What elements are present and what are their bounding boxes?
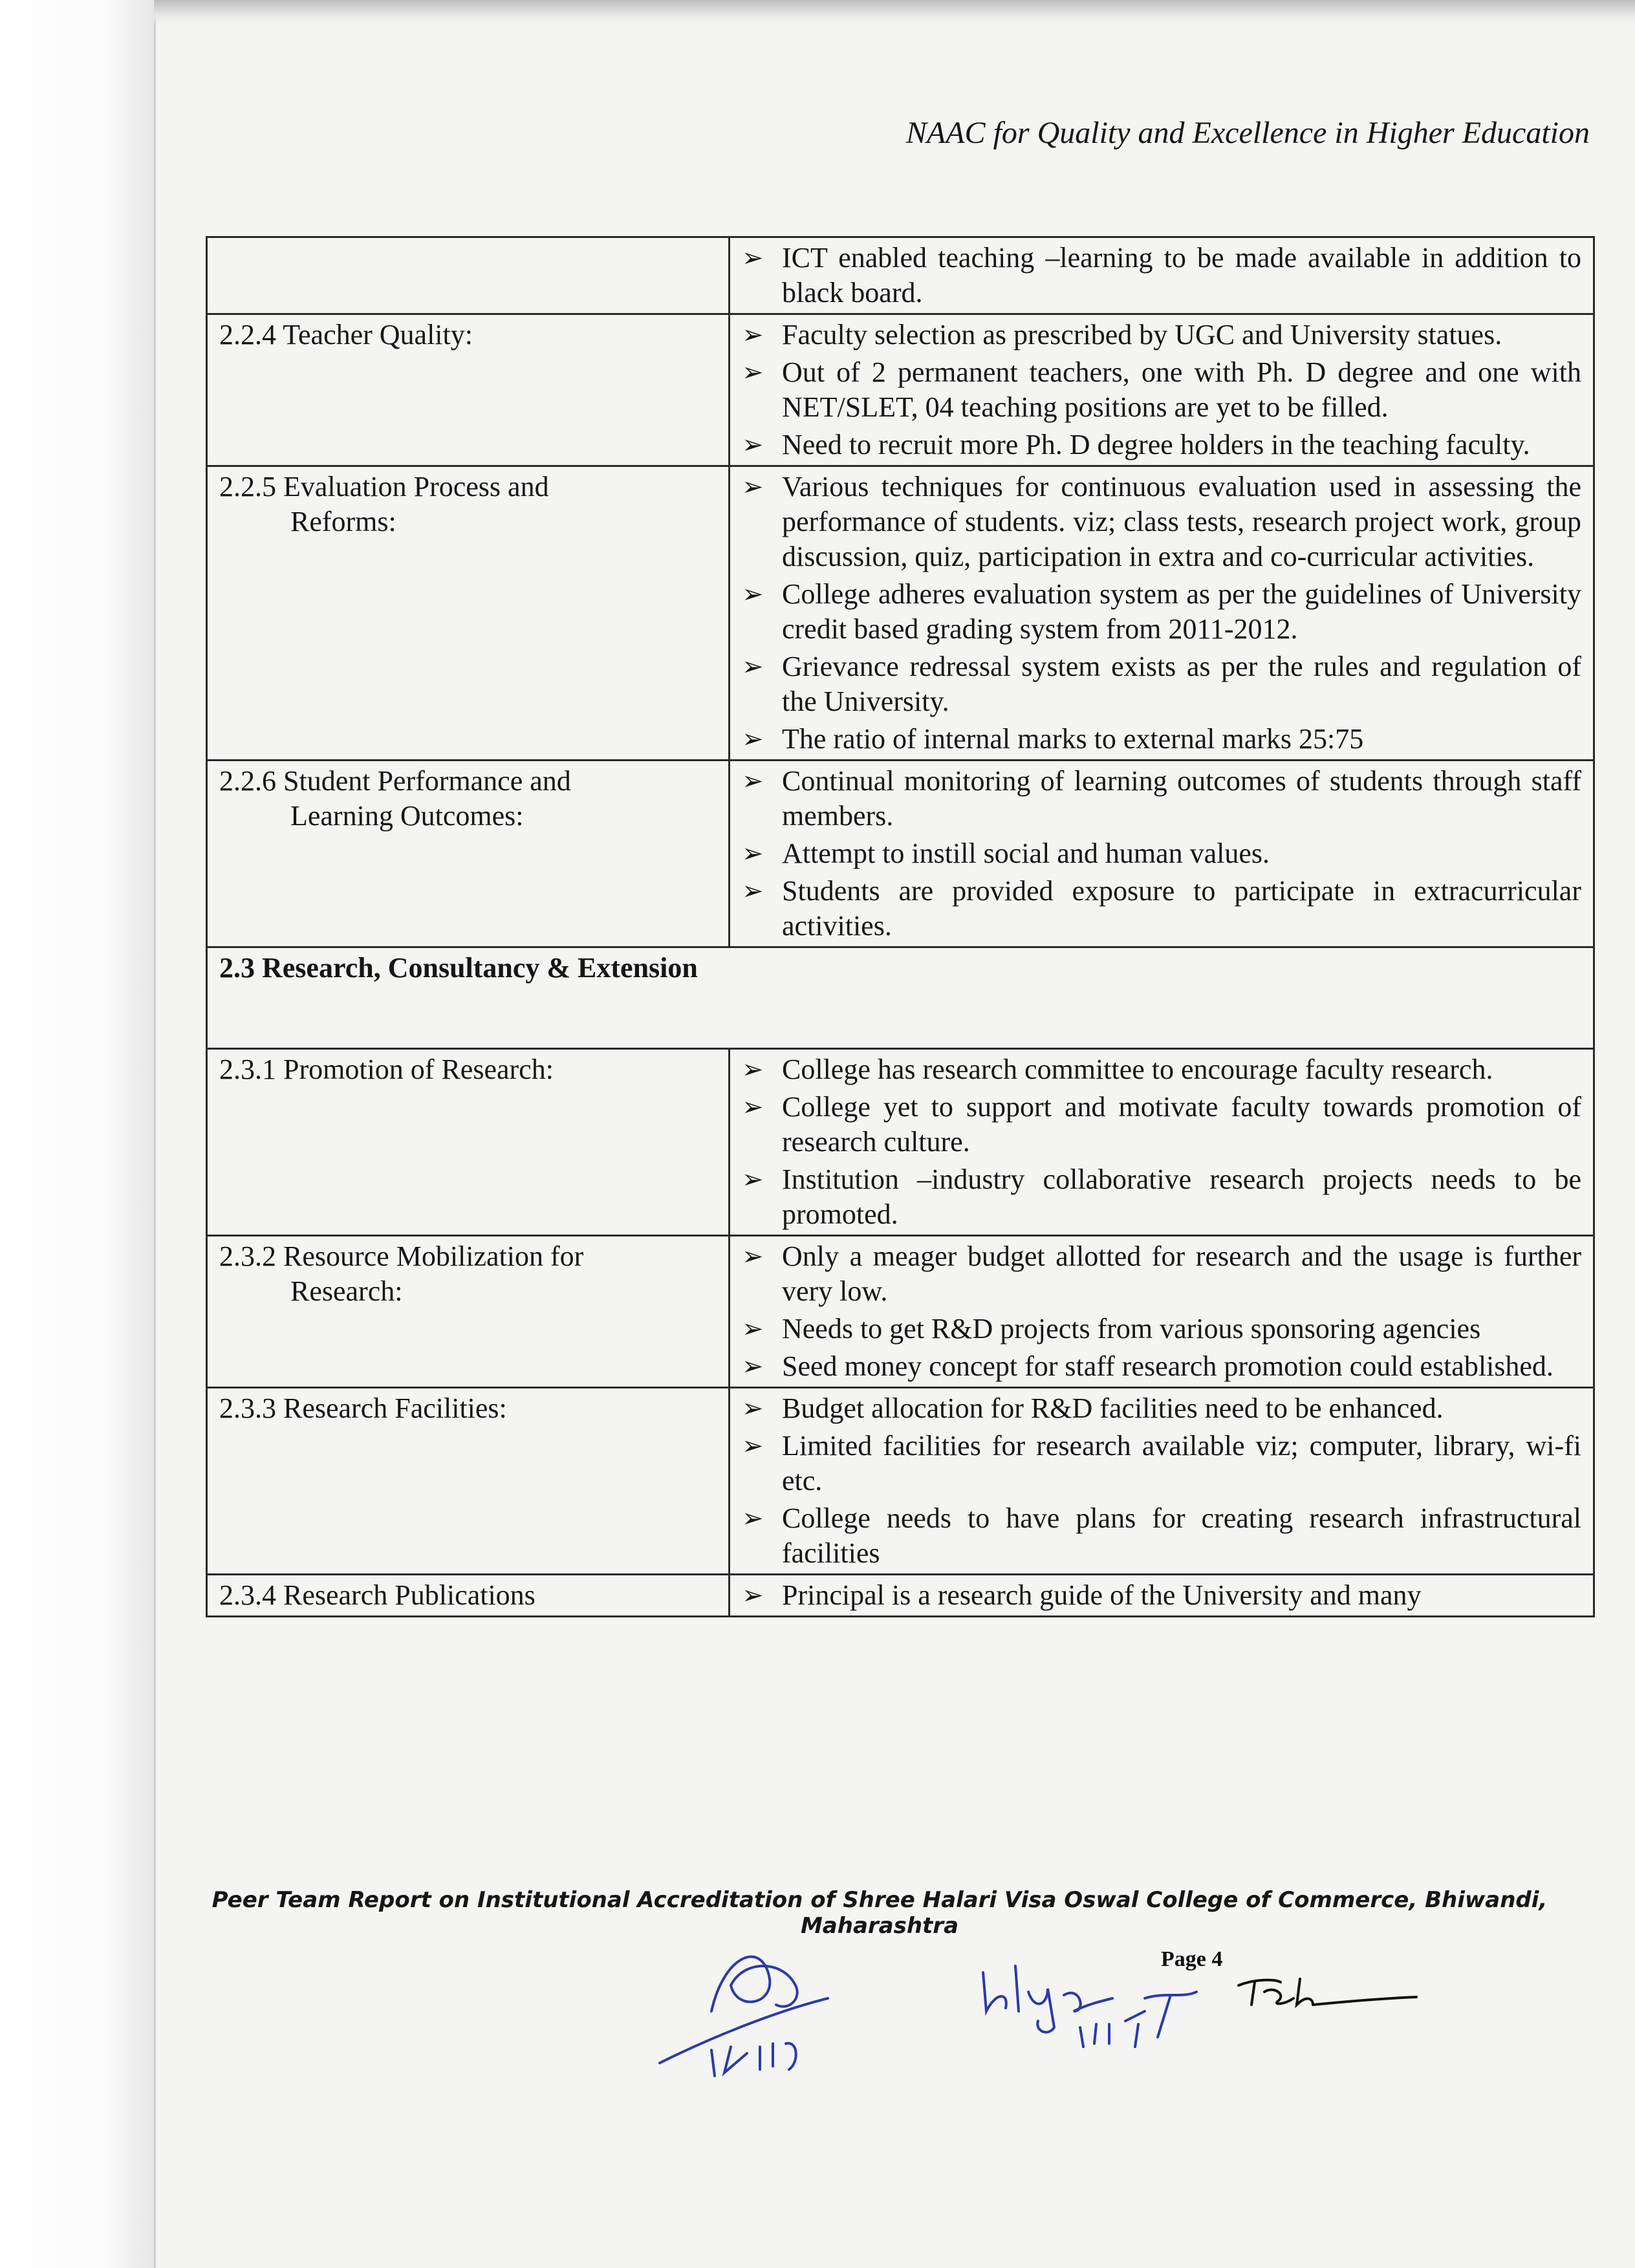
criterion-cell bbox=[207, 1236, 730, 1388]
list-item: ➢ Continual monitoring of learning outcomes of students through staff members. bbox=[742, 765, 1581, 832]
arrowhead-bullet-icon: ➢ bbox=[742, 579, 764, 609]
criterion-label: 2.2.5 Evaluation Process and bbox=[219, 471, 549, 502]
arrowhead-bullet-icon: ➢ bbox=[742, 652, 764, 681]
arrowhead-bullet-icon: ➢ bbox=[742, 1055, 764, 1084]
arrowhead-bullet-icon: ➢ bbox=[742, 1242, 764, 1271]
observations-cell bbox=[730, 1575, 1594, 1617]
page-binding-edge bbox=[0, 0, 156, 2268]
criterion-cell bbox=[207, 466, 730, 761]
list-item: ➢ Attempt to instill social and human values. bbox=[742, 836, 1581, 871]
list-item: ➢ Need to recruit more Ph. D degree holders in the teaching faculty. bbox=[742, 427, 1581, 462]
list-item: ➢ Budget allocation for R&D facilities need to be enhanced. bbox=[742, 1391, 1581, 1426]
list-item: ➢ Only a meager budget allotted for research and the usage is further very low. bbox=[742, 1240, 1581, 1307]
observations-cell bbox=[730, 1388, 1594, 1575]
criterion-cell bbox=[207, 761, 730, 947]
list-item: ➢ Out of 2 permanent teachers, one with Ph. D degree and one with NET/SLET, 04 teaching positions are yet to be filled. bbox=[742, 356, 1581, 423]
observations-cell bbox=[730, 314, 1594, 466]
signature-1 bbox=[660, 1957, 828, 2076]
criterion-cell bbox=[207, 1575, 730, 1617]
arrowhead-bullet-icon: ➢ bbox=[742, 320, 764, 349]
page-number: Page 4 bbox=[1161, 1947, 1223, 1971]
arrowhead-bullet-icon: ➢ bbox=[742, 839, 764, 868]
list-item: ➢ Various techniques for continuous evaluation used in assessing the performance of students. viz; class tests, research project work, group discussion, quiz, participation in extra and co-curricular activities. bbox=[742, 471, 1581, 572]
arrowhead-bullet-icon: ➢ bbox=[742, 1352, 764, 1381]
arrowhead-bullet-icon: ➢ bbox=[742, 430, 764, 459]
criterion-label: 2.2.4 Teacher Quality: bbox=[219, 319, 473, 351]
criterion-label-continued: Research: bbox=[290, 1275, 403, 1307]
observations-cell bbox=[730, 761, 1594, 947]
arrowhead-bullet-icon: ➢ bbox=[742, 1314, 764, 1343]
criterion-label: 2.3.2 Resource Mobilization for bbox=[219, 1240, 584, 1272]
arrowhead-bullet-icon: ➢ bbox=[742, 766, 764, 795]
table-row bbox=[207, 1388, 1594, 1575]
table-row bbox=[207, 466, 1594, 761]
list-item: ➢ College yet to support and motivate faculty towards promotion of research culture. bbox=[742, 1091, 1581, 1158]
arrowhead-bullet-icon: ➢ bbox=[742, 1092, 764, 1121]
arrowhead-bullet-icon: ➢ bbox=[742, 1394, 764, 1423]
table-row bbox=[207, 1236, 1594, 1388]
observations-cell bbox=[730, 1236, 1594, 1388]
arrowhead-bullet-icon: ➢ bbox=[742, 1165, 764, 1194]
criterion-cell bbox=[207, 314, 730, 466]
handwritten-signatures bbox=[634, 1914, 1539, 2095]
criterion-label: 2.3.3 Research Facilities: bbox=[219, 1392, 507, 1424]
list-item: ➢ Faculty selection as prescribed by UGC and University statues. bbox=[742, 318, 1581, 352]
list-item: ➢ College needs to have plans for creating research infrastructural facilities bbox=[742, 1502, 1581, 1569]
table-row bbox=[207, 1575, 1594, 1617]
list-item: ➢ ICT enabled teaching –learning to be made available in addition to black board. bbox=[742, 242, 1581, 308]
list-item: ➢ Institution –industry collaborative research projects needs to be promoted. bbox=[742, 1163, 1581, 1230]
scan-shadow bbox=[154, 0, 1635, 26]
arrowhead-bullet-icon: ➢ bbox=[742, 1431, 764, 1460]
list-item: ➢ Limited facilities for research available viz; computer, library, wi-fi etc. bbox=[742, 1430, 1581, 1496]
criterion-cell bbox=[207, 1049, 730, 1236]
arrowhead-bullet-icon: ➢ bbox=[742, 358, 764, 387]
observations-cell bbox=[730, 1049, 1594, 1236]
table-row bbox=[207, 314, 1594, 466]
criterion-label-continued: Learning Outcomes: bbox=[290, 800, 524, 832]
section-heading: 2.3 Research, Consultancy & Extension bbox=[207, 947, 1594, 1049]
arrowhead-bullet-icon: ➢ bbox=[742, 876, 764, 905]
criterion-label-continued: Reforms: bbox=[290, 506, 396, 537]
arrowhead-bullet-icon: ➢ bbox=[742, 724, 764, 753]
signature-3 bbox=[1239, 1979, 1416, 2005]
criterion-cell bbox=[207, 1388, 730, 1575]
table-row bbox=[207, 761, 1594, 947]
list-item: ➢ The ratio of internal marks to external marks 25:75 bbox=[742, 722, 1581, 757]
criterion-label: 2.2.6 Student Performance and bbox=[219, 765, 571, 797]
list-item: ➢ Grievance redressal system exists as per the rules and regulation of the University. bbox=[742, 651, 1581, 717]
list-item: ➢ College has research committee to encourage faculty research. bbox=[742, 1052, 1581, 1087]
table-row bbox=[207, 237, 1594, 314]
arrowhead-bullet-icon: ➢ bbox=[742, 472, 764, 501]
criterion-label: 2.3.4 Research Publications bbox=[219, 1579, 536, 1611]
criterion-cell bbox=[207, 237, 730, 314]
report-footer: Peer Team Report on Institutional Accreditation of Shree Halari Visa Oswal College of Commerce, Bhiwandi, Maharashtra bbox=[211, 1887, 1548, 1939]
list-item: ➢ Needs to get R&D projects from various sponsoring agencies bbox=[742, 1312, 1581, 1346]
section-row bbox=[207, 947, 1594, 1049]
list-item: ➢ Seed money concept for staff research promotion could established. bbox=[742, 1349, 1581, 1384]
signature-2 bbox=[983, 1966, 1196, 2047]
observations-cell bbox=[730, 466, 1594, 761]
list-item: ➢ Principal is a research guide of the University and many bbox=[742, 1578, 1581, 1613]
arrowhead-bullet-icon: ➢ bbox=[742, 243, 764, 272]
list-item: ➢ College adheres evaluation system as per the guidelines of University credit based grading system from 2011-2012. bbox=[742, 578, 1581, 645]
assessment-table bbox=[206, 236, 1595, 1617]
running-header: NAAC for Quality and Excellence in Higher Education bbox=[905, 116, 1590, 150]
arrowhead-bullet-icon: ➢ bbox=[742, 1581, 764, 1610]
table-row bbox=[207, 1049, 1594, 1236]
list-item: ➢ Students are provided exposure to participate in extracurricular activities. bbox=[742, 875, 1581, 942]
criterion-label: 2.3.1 Promotion of Research: bbox=[219, 1053, 554, 1085]
arrowhead-bullet-icon: ➢ bbox=[742, 1504, 764, 1533]
observations-cell bbox=[730, 237, 1594, 314]
